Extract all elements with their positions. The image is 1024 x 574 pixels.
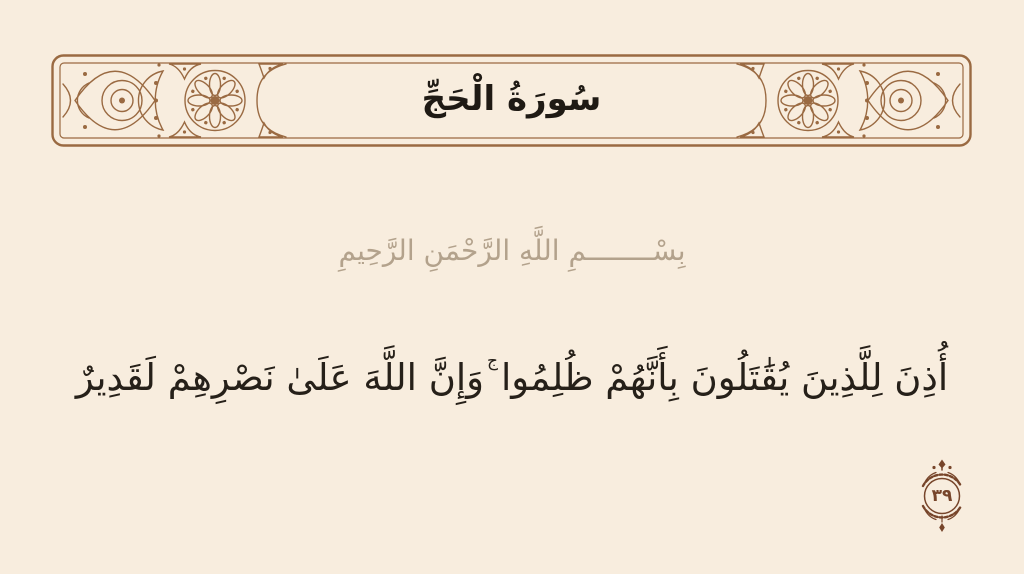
verse-text <box>0 330 1024 426</box>
surah-title: سُورَةُ الْحَجِّ <box>421 78 602 119</box>
surah-header-band <box>50 53 973 148</box>
verse-text-before-pause: أُذِنَ لِلَّذِينَ يُقَٰتَلُونَ بِأَنَّهُمْ ظُلِمُوا <box>501 356 949 399</box>
verse-number-medallion <box>911 458 973 534</box>
verse-number: ٣٩ <box>931 486 953 506</box>
verse-text-after-pause: وَإِنَّ اللَّهَ عَلَىٰ نَصْرِهِمْ لَقَدِيرٌ <box>75 356 485 399</box>
pause-mark-jeem: ج <box>487 351 499 371</box>
bismillah-text: بِسْــــــــمِ اللَّهِ الرَّحْمَنِ الرَّحِيمِ <box>338 234 686 267</box>
